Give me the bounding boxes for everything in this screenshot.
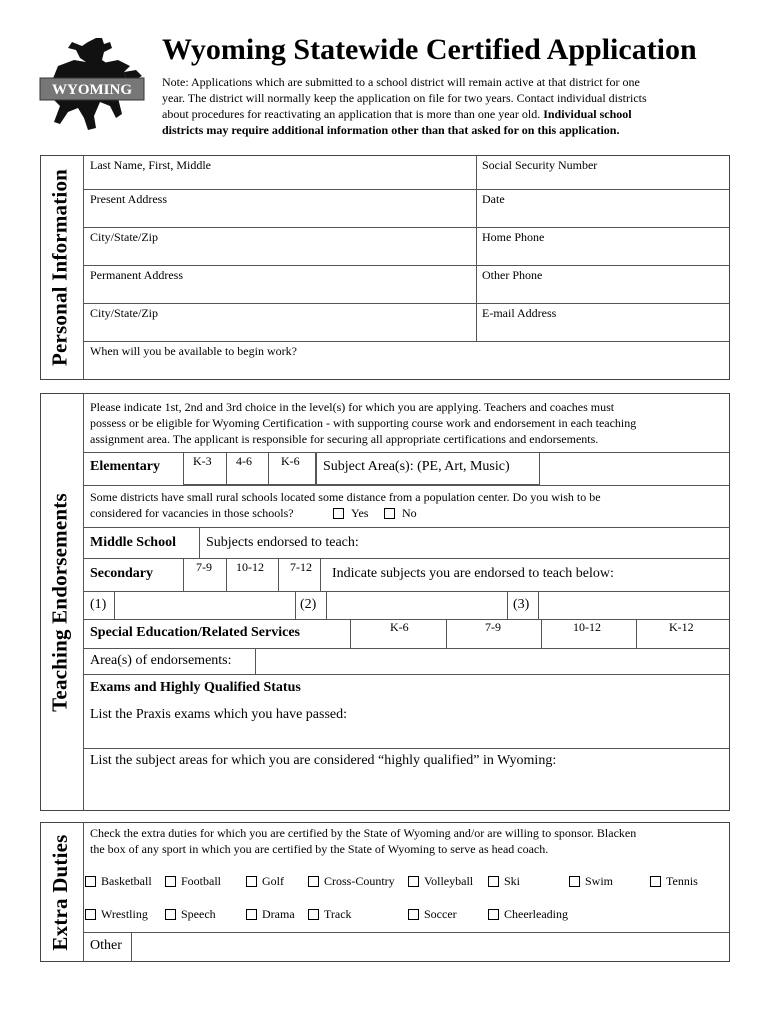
soccer-label: Soccer — [424, 907, 457, 921]
speech-checkbox[interactable] — [165, 909, 176, 920]
rural-question-2 — [90, 505, 601, 521]
rural-question — [90, 489, 601, 521]
note-line-3b: Individual school — [543, 107, 632, 121]
areas-of-endorsements-field[interactable] — [256, 649, 729, 673]
drama-checkbox[interactable] — [246, 909, 257, 920]
cross-country-label: Cross-Country — [324, 874, 395, 888]
note-line-3 — [162, 106, 742, 122]
extra-duties-intro — [90, 825, 636, 857]
ski-label: Ski — [504, 874, 521, 888]
note-line-1: Note: Applications which are submitted to a school district will remain active at that district for one — [162, 75, 640, 89]
rural-yes-label: Yes — [351, 506, 369, 520]
other-field[interactable] — [132, 933, 729, 961]
drama-label: Drama — [262, 907, 295, 921]
praxis-exams-field[interactable]: List the Praxis exams which you have passed: — [90, 707, 348, 722]
home-phone-field[interactable]: Home Phone — [482, 230, 545, 244]
middle-school-label: Middle School — [90, 535, 176, 550]
sped-level-10-12[interactable]: 10-12 — [573, 620, 601, 634]
track-label: Track — [324, 907, 352, 921]
cheerleading-label: Cheerleading — [504, 907, 568, 921]
choice-2-label: (2) — [300, 597, 317, 612]
subject-area-field[interactable]: Subject Area(s): (PE, Art, Music) — [323, 459, 510, 474]
choice-2-field[interactable] — [327, 592, 506, 618]
teaching-intro-2: possess or be eligible for Wyoming Certification - with supporting course work and endorsement in each teaching — [90, 416, 637, 430]
teaching-intro-3: assignment area. The applicant is responsible for securing all appropriate certifications and endorsements. — [90, 432, 599, 446]
track-checkbox[interactable] — [308, 909, 319, 920]
volleyball-label: Volleyball — [424, 874, 474, 888]
choice-3-field[interactable] — [539, 592, 729, 618]
swim-label: Swim — [585, 874, 614, 888]
city-state-zip-field-1[interactable]: City/State/Zip — [90, 230, 158, 244]
sped-level-7-9[interactable]: 7-9 — [485, 620, 501, 634]
last-name-field[interactable]: Last Name, First, Middle — [90, 158, 211, 172]
personal-information-label: Personal Information — [47, 168, 72, 367]
note-line-3a: about procedures for reactivating an application that is more than one year old. — [162, 107, 544, 121]
city-state-zip-field-2[interactable]: City/State/Zip — [90, 306, 158, 320]
email-field[interactable]: E-mail Address — [482, 306, 557, 320]
wrestling-label: Wrestling — [101, 907, 148, 921]
speech-label: Speech — [181, 907, 216, 921]
secondary-label: Secondary — [90, 566, 153, 581]
cross-country-checkbox[interactable] — [308, 876, 319, 887]
sec-level-7-9[interactable]: 7-9 — [196, 560, 212, 574]
date-field[interactable]: Date — [482, 192, 505, 206]
soccer-checkbox[interactable] — [408, 909, 419, 920]
application-note — [162, 74, 742, 138]
rural-no-checkbox[interactable] — [384, 508, 395, 519]
indicate-subjects-label: Indicate subjects you are endorsed to teach below: — [332, 566, 614, 581]
rural-no-label: No — [402, 506, 417, 520]
special-education-label: Special Education/Related Services — [90, 625, 300, 640]
teaching-intro-1: Please indicate 1st, 2nd and 3rd choice in the level(s) for which you are applying. Teachers and coaches must — [90, 400, 615, 414]
elementary-label: Elementary — [90, 459, 160, 474]
sec-level-10-12[interactable]: 10-12 — [236, 560, 264, 574]
availability-field[interactable]: When will you be available to begin work? — [90, 344, 297, 358]
extra-intro-2: the box of any sport in which you are certified by the State of Wyoming to serve as head coach. — [90, 842, 549, 856]
teaching-endorsements-label: Teaching Endorsements — [47, 493, 72, 712]
sped-level-k12[interactable]: K-12 — [669, 620, 694, 634]
extra-duties-label: Extra Duties — [48, 834, 72, 951]
elem-level-k3[interactable]: K-3 — [193, 454, 212, 468]
highly-qualified-field[interactable]: List the subject areas for which you are considered “highly qualified” in Wyoming: — [90, 753, 557, 768]
tennis-checkbox[interactable] — [650, 876, 661, 887]
exams-heading: Exams and Highly Qualified Status — [90, 680, 301, 695]
rural-question-1: Some districts have small rural schools located some distance from a population center. Do you wish to be — [90, 490, 601, 504]
logo-text: WYOMING — [52, 82, 132, 98]
bucking-horse-icon — [38, 36, 150, 132]
choice-1-label: (1) — [90, 597, 107, 612]
basketball-checkbox[interactable] — [85, 876, 96, 887]
elem-level-4-6[interactable]: 4-6 — [236, 454, 252, 468]
sped-level-k6[interactable]: K-6 — [390, 620, 409, 634]
tennis-label: Tennis — [666, 874, 698, 888]
teaching-intro — [90, 399, 636, 447]
swim-checkbox[interactable] — [569, 876, 580, 887]
cheerleading-checkbox[interactable] — [488, 909, 499, 920]
page-title: Wyoming Statewide Certified Application — [162, 33, 697, 66]
choice-1-field[interactable] — [115, 592, 294, 618]
areas-of-endorsements-label: Area(s) of endorsements: — [90, 653, 232, 668]
note-line-2: year. The district will normally keep the application on file for two years. Contact individual districts — [162, 91, 647, 105]
rural-yes-checkbox[interactable] — [333, 508, 344, 519]
extra-intro-1: Check the extra duties for which you are certified by the State of Wyoming and/or are willing to sponsor. Blacken — [90, 826, 637, 840]
football-checkbox[interactable] — [165, 876, 176, 887]
wrestling-checkbox[interactable] — [85, 909, 96, 920]
permanent-address-field[interactable]: Permanent Address — [90, 268, 183, 282]
football-label: Football — [181, 874, 222, 888]
rural-question-2-text: considered for vacancies in those schools? — [90, 506, 294, 520]
choice-3-label: (3) — [513, 597, 530, 612]
golf-label: Golf — [262, 874, 284, 888]
volleyball-checkbox[interactable] — [408, 876, 419, 887]
subjects-endorsed-field[interactable]: Subjects endorsed to teach: — [206, 535, 359, 550]
ssn-field[interactable]: Social Security Number — [482, 158, 598, 172]
present-address-field[interactable]: Present Address — [90, 192, 167, 206]
other-phone-field[interactable]: Other Phone — [482, 268, 543, 282]
elem-level-k6[interactable]: K-6 — [281, 454, 300, 468]
ski-checkbox[interactable] — [488, 876, 499, 887]
other-label: Other — [90, 938, 122, 953]
golf-checkbox[interactable] — [246, 876, 257, 887]
wyoming-logo — [38, 36, 150, 132]
basketball-label: Basketball — [101, 874, 152, 888]
note-line-4: districts may require additional information other than that asked for on this application. — [162, 123, 620, 137]
sec-level-7-12[interactable]: 7-12 — [290, 560, 312, 574]
